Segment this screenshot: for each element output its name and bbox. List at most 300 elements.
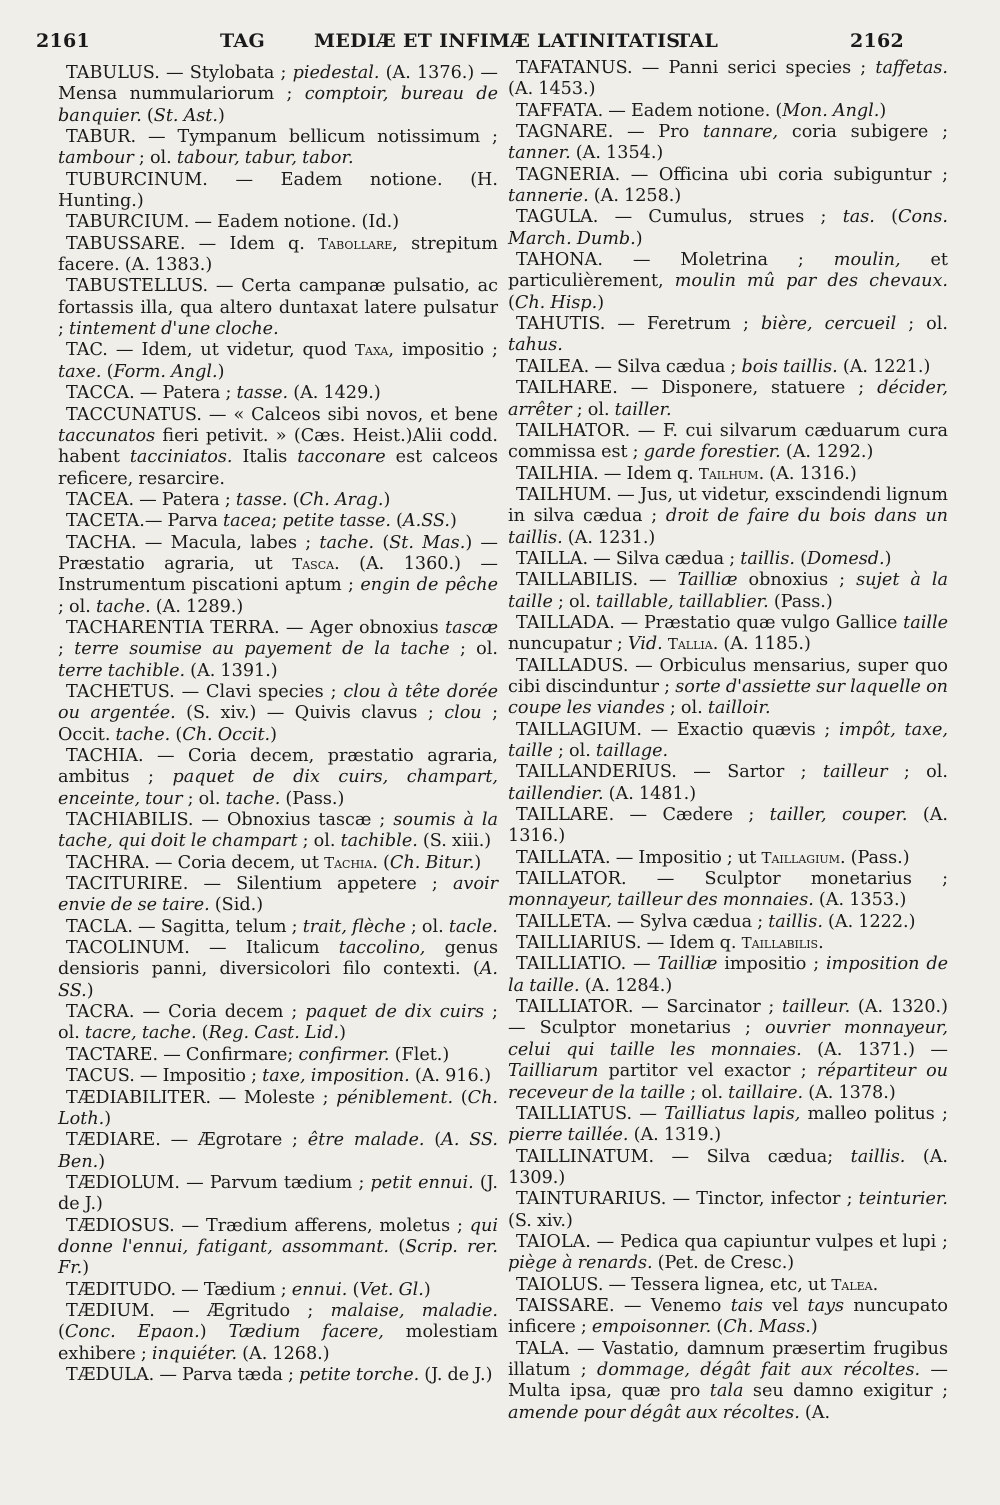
entry-italic-text: Domesd. [806,548,885,569]
entry-italic-text: paquet de dix cuirs, champart, enceinte, tour [58,767,498,809]
entry-text: (S. xiv.) [508,1210,573,1231]
entry-italic-text: piège à renards. [508,1253,653,1274]
entry-text: . (A. 1360.) — Instrumentum piscationi aptum ; [58,553,498,596]
running-header [0,30,1000,60]
entry-text: TACUS. — Impositio ; [66,1066,263,1087]
dictionary-entry [508,869,948,912]
entry-italic-text: sorte d'assiette sur laquelle on coupe les viandes [508,676,949,719]
entry-text: TACRA. — Coria decem ; [66,1002,306,1023]
entry-text: ) [474,852,482,873]
entry-text: ( [508,292,515,313]
entry-italic-text: Ch. Hisp. [514,292,598,313]
entry-text: (A. 1316.) [508,805,948,847]
entry-italic-text: taillaire. [728,1082,804,1103]
entry-italic-text: tambour [58,148,134,169]
entry-italic-text: Reg. Cast. Lid. [208,1023,340,1044]
left-guide-word: TAG [220,30,265,52]
entry-italic-text: tailler, couper. [769,805,908,826]
entry-italic-text: tas. [842,207,875,228]
dictionary-entry [508,912,948,933]
entry-italic-text: Conc. Epaon. [64,1322,200,1343]
dictionary-entry [508,720,948,763]
entry-italic-text: taffetas. [875,58,948,78]
entry-italic-text: tasse. [236,383,289,404]
entry-italic-text: taillis. [768,911,823,932]
entry-text: TAHONA. — Moletrina ; [516,250,834,271]
entry-italic-text: tache. [225,788,281,809]
entry-text: molestiam exhibere ; [58,1322,498,1364]
entry-text: TACOLINUM. — Italicum [66,938,339,959]
entry-text: . [818,933,824,954]
entry-text: TAGNERIA. — Officina ubi coria subiguntur ; [516,164,948,185]
dictionary-entry [58,682,498,746]
entry-text: TÆDIABILITER. — Moleste ; [66,1087,337,1108]
entry-text: ) [884,548,892,569]
entry-text: est calceos reficere, resarcire. [58,447,498,489]
entry-text: ) [635,228,643,249]
entry-text: TUBURCINUM. — Eadem notione. (H. Hunting.) [58,169,498,212]
entry-text: TÆDIOLUM. — Parvum tædium ; [66,1172,371,1193]
entry-text: TACHA. — Macula, labes ; [66,532,320,553]
dictionary-entry [508,1147,948,1190]
dictionary-entry [58,810,498,853]
dictionary-entry [508,805,948,848]
entry-text: . (Pass.) [839,847,910,868]
entry-italic-text: taillendier. [508,783,604,804]
entry-italic-text: sujet à la taille [508,570,948,612]
entry-text: ; ol. [552,741,596,761]
entry-text: ( [170,724,183,745]
dictionary-entry [58,383,498,404]
entry-italic-text: avoir envie de se taire. [58,874,498,916]
entry-text: ; Occit. [58,703,498,745]
dictionary-entry [508,122,948,165]
entry-text: ; ol. [297,831,341,852]
entry-text: ) [879,100,887,121]
entry-text: (J. de J.) [58,1172,498,1215]
entry-text: TAILLANDERIUS. — Sartor ; [516,762,823,783]
entry-text: TAILLABILIS. — [516,570,678,591]
entry-text: impositio ; [717,954,827,975]
entry-text: , strepitum facere. (A. 1383.) [58,233,498,276]
entry-text: ) [423,1279,431,1300]
entry-italic-text: petite torche. [298,1364,420,1385]
entry-italic-text: taillis. [850,1146,906,1167]
entry-text: TABULUS. — Stylobata ; [66,63,293,83]
entry-text: ; ol. [896,314,948,335]
entry-text: ; [271,511,283,532]
dictionary-entry [508,165,948,208]
left-page-number: 2161 [36,30,91,52]
entry-text: seu damno exigitur ; [743,1381,948,1402]
entry-text: TAFFATA. — Eadem notione. ( [516,100,783,121]
entry-italic-text: monnayeur, tailleur des monnaies. [508,890,814,911]
left-column [58,63,498,1386]
entry-text: (A. 1320.) — Sculptor monetarius ; [508,997,948,1039]
entry-text: TACEA. — Patera ; [66,489,236,510]
entry-cross-reference: Taxa [355,341,389,360]
entry-text: fieri petivit. » (Cæs. Heist.)Alii codd. habent [58,425,498,468]
dictionary-entry [508,570,948,613]
entry-text: ( [390,511,403,532]
entry-text: — Multa ipsa, quæ pro [508,1359,948,1402]
entry-italic-text: Tailliæ [677,570,738,591]
entry-italic-text: soumis à la tache, qui doit le champart [58,810,498,852]
entry-italic-text: pierre taillée. [508,1125,629,1146]
dictionary-entry [58,1173,498,1216]
entry-text: ) [810,1317,818,1338]
dictionary-entry [508,101,948,122]
entry-cross-reference: Tailhum [698,464,759,483]
entry-text: (A. 1378.) [803,1082,896,1103]
entry-text: et particulièrement, [508,250,948,292]
entry-text: (A. 1481.) [603,783,697,804]
entry-italic-text: tailleur [822,762,888,783]
entry-text: TACHIA. — Coria decem, præstatio agraria, ambitus ; [58,746,498,788]
entry-text: TAILHATOR. — F. cui silvarum cæduarum cura commissa est ; [508,420,948,463]
dictionary-entry [58,405,498,490]
dictionary-entry [58,938,498,1002]
entry-italic-text: comptoir, bureau de banquier. [58,84,498,126]
entry-italic-text: taillis. [740,548,795,569]
entry-text: ) [199,1322,229,1343]
right-page-number: 2162 [850,30,905,52]
entry-text: (A. 1319.) [628,1125,722,1146]
dictionary-entry [508,549,948,570]
entry-text: TACHETUS. — Clavi species ; [66,681,344,702]
entry-text: TAIOLUS. — Tessera lignea, etc, ut [516,1274,832,1295]
entry-italic-text: bois taillis. [741,356,838,377]
entry-italic-text: empoisonner. [591,1317,712,1338]
entry-text: TACITURIRE. — Silentium appetere ; [66,874,453,895]
dictionary-entry [508,250,948,314]
entry-italic-text: Vid. [627,634,663,655]
dictionary-entry [58,1280,498,1301]
entry-italic-text: petite tasse. [282,511,391,532]
entry-italic-text: taillage. [595,741,669,761]
entry-italic-text: moulin mû par des chevaux. [674,271,949,292]
entry-text: TAISSARE. — Venemo [516,1295,731,1316]
entry-italic-text: A. SS. Ben. [58,1130,498,1172]
entry-cross-reference: Tallia [667,635,713,654]
entry-text: TAILLIARIUS. — Idem q. [516,933,742,954]
dictionary-entry [508,656,948,720]
entry-italic-text: Vet. Gl. [359,1279,424,1300]
entry-italic-text: clou à tête dorée ou argentée. [58,681,498,724]
entry-text: (A. 1231.) [562,527,656,548]
entry-text: ; ol. [133,148,177,169]
entry-text: TACCUNATUS. — « Calceos sibi novos, et bene [66,404,498,425]
entry-italic-text: engin de pêche [360,575,498,596]
entry-text: (A. [799,1402,831,1423]
dictionary-entry [58,170,498,213]
entry-italic-text: tacciniatos. [129,447,233,468]
entry-cross-reference: Tachia [324,853,373,872]
entry-italic-text: clou [444,703,482,724]
entry-text: ; ol. [571,399,615,420]
entry-italic-text: Ch. Loth. [58,1087,498,1129]
entry-text: coria subigere ; [778,122,948,143]
entry-italic-text: ouvrier monnayeur, celui qui taille les monnaies. [508,1018,948,1060]
entry-text: TAILLADA. — Præstatio quæ vulgo Gallice [516,612,904,633]
entry-italic-text: amende pour dégât aux récoltes. [508,1402,800,1423]
entry-italic-text: terre soumise au payement de la tache [74,639,450,660]
entry-text: (Pass.) [768,591,833,612]
entry-text: TÆDIARE. — Ægrotare ; [66,1130,308,1151]
entry-italic-text: péniblement. [336,1087,454,1108]
entry-text: (A. 1354.) [570,143,664,164]
entry-text: nuncupatur ; [508,634,628,655]
entry-text: ( [101,361,114,382]
entry-text: malleo politus ; [800,1103,948,1124]
entry-italic-text: Ch. Occit. [182,724,271,745]
entry-text: ( [711,1317,724,1338]
right-column [508,58,948,1424]
entry-text: TABUR. — Tympanum bellicum notissimum ; [66,127,498,148]
entry-text: (A. 1453.) [508,79,596,100]
dictionary-entry [508,464,948,485]
entry-italic-text: taxe. [58,361,102,382]
entry-italic-text: piedestal. [292,63,380,83]
dictionary-entry [58,853,498,874]
entry-italic-text: Scrip. rer. Fr. [58,1236,498,1279]
entry-italic-text: tacre, tache. [84,1023,197,1044]
entry-cross-reference: Talea [831,1275,873,1294]
entry-italic-text: A.SS. [402,511,450,532]
entry-italic-text: tachible. [340,831,418,852]
dictionary-entry [508,378,948,421]
dictionary-entry [58,1216,498,1280]
dictionary-entry [58,1002,498,1045]
entry-cross-reference: Tasca [292,554,335,573]
entry-italic-text: terre tachible. [58,660,186,681]
entry-text: (A. 1376.) — Mensa nummulariorum ; [58,63,498,105]
entry-text: TAILLATA. — Impositio ; ut [516,847,762,868]
entry-text: TAILLIATIO. — [516,954,658,975]
entry-italic-text: Mon. Angl. [782,100,880,121]
entry-text: TABURCIUM. — Eadem notione. (Id.) [66,212,400,233]
entry-cross-reference: Tabollare [318,234,393,253]
entry-text: TÆDIUM. — Ægritudo ; [66,1300,331,1321]
entry-text: (A. 1221.) [837,356,931,377]
entry-italic-text: Tailliæ [657,954,718,975]
dictionary-entry [508,1104,948,1147]
dictionary-entry [508,762,948,805]
entry-text: ) [339,1023,346,1044]
entry-text: ( [196,1023,209,1044]
entry-text: ( [141,105,154,126]
entry-text: TAILHUM. — Jus, ut videtur, exscindendi lignum in silva cædua ; [508,484,948,527]
entry-italic-text: Ch. Arag. [299,489,384,510]
dictionary-entry [508,1275,948,1296]
entry-text: ( [453,1087,468,1108]
entry-text: (A. 1289.) [150,596,244,617]
entry-italic-text: tala [709,1381,744,1402]
entry-text: ) — Præstatio agraria, ut [58,532,498,574]
entry-text: TAILEA. — Silva cædua ; [516,356,742,377]
entry-text: , impositio ; [388,340,498,361]
entry-italic-text: Tailliatus lapis, [664,1103,801,1124]
entry-text: TÆDIOSUS. — Trædium afferens, moletus ; [66,1215,470,1236]
entry-italic-text: taccunatos [58,425,156,446]
entry-text: Italis [232,447,298,468]
entry-italic-text: tahus. [508,335,563,356]
entry-text: TAFATANUS. — Panni serici species ; [516,58,876,78]
dictionary-entry [58,1130,498,1173]
entry-text: (A. 1222.) [822,911,916,932]
entry-text: ) [82,1258,90,1279]
dictionary-entry [508,933,948,954]
dictionary-entry [508,314,948,357]
entry-text: TAILLARE. — Cædere ; [516,805,770,826]
dictionary-entry [58,340,498,383]
entry-cross-reference: Taillabilis [741,934,819,953]
entry-text: TACLA. — Sagitta, telum ; [66,916,303,937]
dictionary-entry [58,1066,498,1087]
entry-text: TAGULA. — Cumulus, strues ; [516,207,843,228]
entry-text: TÆDITUDO. — Tædium ; [66,1279,292,1300]
entry-text: TAILHARE. — Disponere, statuere ; [516,378,878,399]
entry-text: TAILLATOR. — Sculptor monetarius ; [516,869,948,890]
entry-italic-text: A. SS. [58,959,498,1001]
entry-italic-text: tailleur. [782,997,851,1018]
entry-text: . (A. 1185.) [712,634,811,655]
header-title: MEDIÆ ET INFIMÆ LATINITATIS. [314,30,687,52]
entry-text: ) [98,1151,106,1172]
entry-text: ( [424,1130,442,1151]
entry-italic-text: inquiéter. [151,1343,238,1364]
dictionary-entry [58,618,498,682]
dictionary-entry [58,276,498,340]
dictionary-entry [508,357,948,378]
entry-text: (A. 1309.) [508,1146,948,1188]
entry-italic-text: bière, cercueil [760,314,897,335]
entry-italic-text: tache. [115,724,171,745]
entry-text: ; ol. [58,1002,498,1044]
entry-italic-text: tailloir. [707,698,771,719]
entry-text: ) [270,724,278,745]
entry-text: TAINTURARIUS. — Tinctor, infector ; [516,1189,859,1210]
entry-text: TAC. — Idem, ut videtur, quod [66,340,355,361]
entry-italic-text: tailler. [614,399,672,420]
entry-text: (A. 1284.) [579,975,673,996]
entry-italic-text: être malade. [307,1130,425,1151]
dictionary-entry [508,1296,948,1339]
entry-text: ( [347,1279,360,1300]
entry-text: . (A. 1316.) [758,463,857,484]
dictionary-entry [58,212,498,233]
entry-text: (S. xiii.) [417,831,492,852]
entry-text: TAILLINATUM. — Silva cædua; [516,1146,851,1167]
entry-italic-text: tannare, [702,122,779,143]
entry-text: (A. 1292.) [780,442,874,463]
entry-text: ) [597,292,605,313]
entry-text: ; ol. [182,788,226,809]
entry-italic-text: petit ennui. [370,1172,474,1193]
dictionary-entry [508,421,948,464]
entry-text: obnoxius ; [737,570,857,591]
dictionary-entry [508,58,948,101]
entry-text: (S. xiv.) — Quivis clavus ; [175,703,445,724]
entry-text: TAILLADUS. — Orbiculus mensarius, super quo cibi discinduntur ; [508,655,948,697]
entry-italic-text: droit de faire du bois dans un taillis. [508,506,948,548]
entry-text: ( [795,548,807,569]
dictionary-entry [58,63,498,127]
dictionary-entry [58,127,498,170]
entry-text: TAIOLA. — Pedica qua capiuntur vulpes et lupi ; [516,1231,948,1252]
entry-italic-text: tache. [95,596,151,617]
entry-text: TACHRA. — Coria decem, ut [66,852,325,873]
entry-text: ) [217,105,225,126]
dictionary-entry [508,485,948,549]
entry-text: . ( [372,852,390,873]
entry-italic-text: Cons. March. Dumb. [508,207,948,249]
entry-italic-text: tacle. [448,916,498,937]
entry-italic-text: Tædium facere, [228,1322,384,1343]
entry-text: ; ol. [58,596,96,617]
dictionary-entry [58,746,498,810]
entry-italic-text: taxe, imposition. [262,1066,410,1087]
entry-text: TAHUTIS. — Feretrum ; [516,314,761,335]
entry-italic-text: répartiteur ou receveur de la taille [508,1061,948,1103]
entry-text: TABUSSARE. — Idem q. [66,233,319,254]
entry-text: ; [58,639,75,660]
entry-italic-text: tascæ [445,617,498,638]
entry-italic-text: tanner. [508,143,571,164]
entry-italic-text: Form. Angl. [113,361,218,382]
entry-italic-text: tays [807,1295,845,1316]
entry-text: TABUSTELLUS. — Certa campanæ pulsatio, ac fortassis illa, qua altero duntaxat latere pulsatur ; [58,276,498,340]
entry-text: TAILLA. — Silva cædua ; [516,548,741,569]
entry-italic-text: décider, arrêter [508,378,948,420]
entry-text: ) [449,511,457,532]
entry-text: (Pass.) [280,788,345,809]
dictionary-entry [58,1045,498,1066]
entry-text: (Flet.) [389,1044,450,1065]
entry-cross-reference: Taillagium [761,848,840,867]
dictionary-entry [58,234,498,277]
entry-text: ( [58,1322,65,1343]
entry-italic-text: ennui. [291,1279,348,1300]
dictionary-entry [508,1339,948,1424]
dictionary-entry [58,533,498,618]
entry-text: (J. de J.) [419,1364,493,1385]
entry-text: (A. 1429.) [288,383,381,404]
dictionary-entry [508,207,948,250]
entry-text: ( [389,1236,406,1257]
entry-text: (A. 1268.) [237,1343,330,1364]
entry-italic-text: Ch. Mass. [723,1317,811,1338]
dictionary-entry [58,511,498,532]
entry-text: (A. 1353.) [813,890,907,911]
entry-italic-text: tais [730,1295,763,1316]
dictionary-entry [508,997,948,1104]
entry-italic-text: teinturier. [858,1189,948,1210]
entry-text: nuncupato inficere ; [508,1295,948,1338]
entry-italic-text: tasse. [235,489,288,510]
entry-italic-text: taillable, taillablier. [595,591,769,612]
entry-italic-text: dommage, dégât fait aux récoltes. [596,1359,921,1380]
entry-italic-text: qui donne l'ennui, fatigant, assommant. [58,1215,498,1257]
dictionary-entry [58,490,498,511]
entry-text: (A. 1391.) [185,660,278,681]
entry-text: ; ol. [887,762,948,783]
entry-italic-text: garde forestier. [643,442,781,463]
right-guide-word: TAL [676,30,719,52]
entry-italic-text: Tailliarum [508,1061,599,1082]
entry-italic-text: St. Mas. [389,532,466,553]
entry-text: (Sid.) [209,895,264,916]
